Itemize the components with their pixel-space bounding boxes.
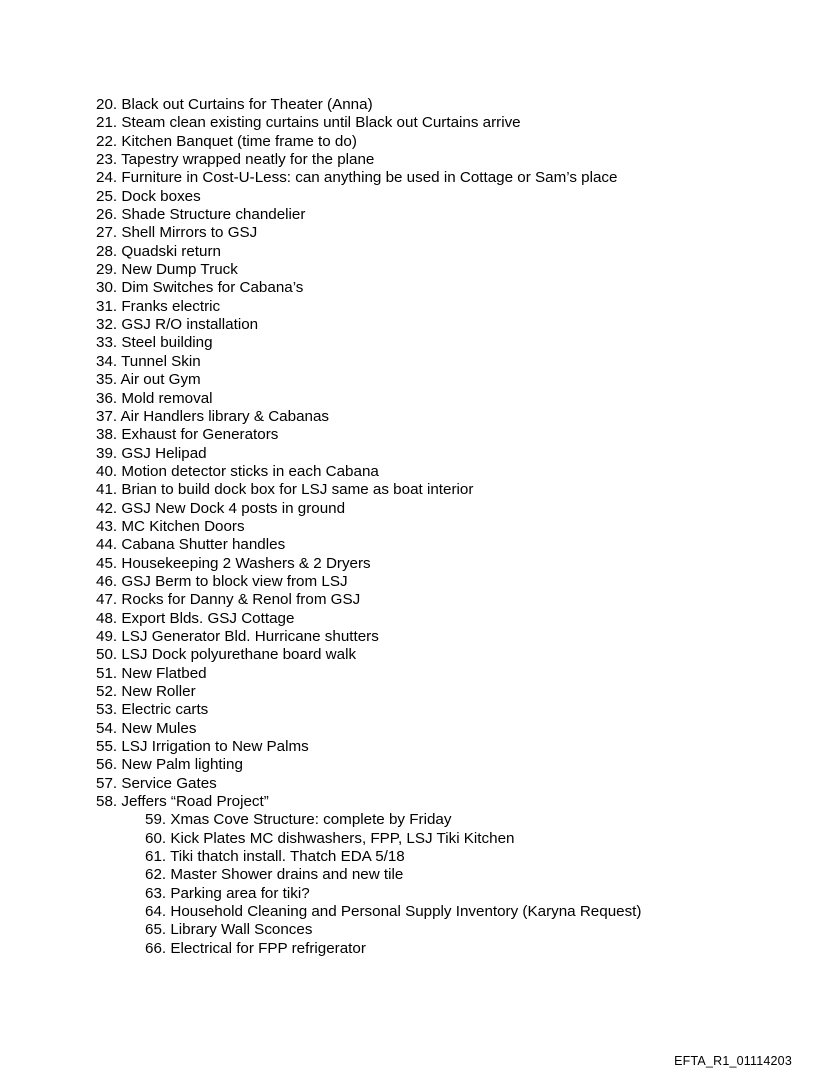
task-number: 35. (96, 371, 118, 389)
task-number: 33. (96, 334, 118, 352)
task-item (96, 683, 796, 701)
task-item (96, 830, 796, 848)
task-number: 38. (96, 426, 118, 444)
task-number: 22. (96, 132, 118, 150)
task-text: Tiki thatch install. Thatch EDA 5/18 (170, 848, 405, 866)
task-item (96, 591, 796, 609)
task-item (96, 940, 796, 958)
task-item (96, 555, 796, 573)
task-item (96, 481, 796, 499)
task-text: Tapestry wrapped neatly for the plane (121, 151, 375, 169)
task-item (96, 316, 796, 334)
task-text: Xmas Cove Structure: complete by Friday (170, 811, 452, 829)
task-item (96, 408, 796, 426)
task-text: New Flatbed (121, 664, 207, 682)
task-text: New Mules (121, 719, 197, 737)
task-text: Tunnel Skin (121, 352, 201, 370)
task-text: MC Kitchen Doors (121, 517, 245, 535)
task-number: 44. (96, 536, 118, 554)
task-text: Brian to build dock box for LSJ same as boat interior (121, 481, 474, 499)
task-item (96, 463, 796, 481)
task-item (96, 756, 796, 774)
task-item (96, 114, 796, 132)
task-text: Household Cleaning and Personal Supply Inventory (Karyna Request) (170, 903, 642, 921)
task-number: 60. (145, 829, 167, 847)
task-item (96, 738, 796, 756)
task-number: 34. (96, 352, 118, 370)
task-item (96, 426, 796, 444)
task-item (96, 188, 796, 206)
task-text: Library Wall Sconces (170, 921, 313, 939)
task-text: Furniture in Cost-U-Less: can anything be used in Cottage or Sam’s place (121, 169, 618, 187)
task-number: 40. (96, 462, 118, 480)
task-item (96, 500, 796, 518)
task-text: Jeffers “Road Project” (121, 793, 269, 811)
task-number: 64. (145, 903, 167, 921)
task-number: 24. (96, 169, 118, 187)
task-text: Dock boxes (121, 187, 201, 205)
document-id: EFTA_R1_01114203 (674, 1054, 792, 1068)
task-item (96, 206, 796, 224)
task-number: 32. (96, 316, 118, 334)
task-number: 52. (96, 683, 118, 700)
task-item (96, 701, 796, 719)
task-number: 43. (96, 517, 118, 535)
task-item (96, 224, 796, 242)
task-item (96, 610, 796, 628)
task-number: 26. (96, 206, 118, 224)
task-item (96, 133, 796, 151)
task-number: 41. (96, 481, 118, 499)
task-number: 45. (96, 554, 118, 572)
task-item (96, 628, 796, 646)
task-item (96, 665, 796, 683)
task-text: GSJ New Dock 4 posts in ground (121, 499, 346, 517)
task-text: LSJ Generator Bld. Hurricane shutters (121, 627, 379, 645)
task-number: 36. (96, 389, 118, 407)
task-item (96, 445, 796, 463)
task-text: LSJ Irrigation to New Palms (121, 738, 309, 756)
task-number: 61. (145, 848, 167, 866)
task-number: 57. (96, 774, 118, 792)
task-text: Quadski return (121, 242, 221, 260)
task-number: 63. (145, 884, 167, 902)
task-number: 62. (145, 866, 167, 884)
task-number: 46. (96, 572, 118, 590)
task-item (96, 390, 796, 408)
task-item (96, 96, 796, 114)
task-number: 28. (96, 242, 118, 260)
task-text: Export Blds. GSJ Cottage (121, 609, 295, 627)
task-number: 30. (96, 279, 118, 297)
task-list (96, 96, 796, 958)
task-text: GSJ R/O installation (121, 316, 259, 334)
task-item (96, 371, 796, 389)
task-number: 21. (96, 114, 118, 132)
task-item (96, 334, 796, 352)
task-number: 25. (96, 187, 118, 205)
task-text: New Dump Truck (121, 261, 238, 279)
task-number: 31. (96, 297, 118, 315)
task-text: GSJ Helipad (121, 444, 207, 462)
task-text: New Palm lighting (121, 756, 243, 774)
task-text: Service Gates (121, 774, 217, 792)
task-item (96, 848, 796, 866)
task-text: Mold removal (121, 389, 213, 407)
task-text: Kick Plates MC dishwashers, FPP, LSJ Tiki Kitchen (170, 829, 515, 847)
task-text: Shade Structure chandelier (121, 206, 306, 224)
task-number: 59. (145, 811, 167, 829)
task-item (96, 866, 796, 884)
task-text: Parking area for tiki? (170, 884, 310, 902)
task-item (96, 903, 796, 921)
task-number: 23. (96, 151, 118, 169)
task-number: 47. (96, 591, 118, 609)
task-item (96, 885, 796, 903)
task-text: Rocks for Danny & Renol from GSJ (121, 591, 361, 609)
task-item (96, 793, 796, 811)
task-item (96, 646, 796, 664)
task-item (96, 518, 796, 536)
task-item (96, 720, 796, 738)
task-item (96, 811, 796, 829)
task-item (96, 353, 796, 371)
task-number: 27. (96, 224, 118, 242)
task-text: Exhaust for Generators (121, 426, 279, 444)
task-text: GSJ Berm to block view from LSJ (121, 572, 348, 590)
task-number: 50. (96, 646, 118, 664)
task-text: Shell Mirrors to GSJ (121, 224, 258, 242)
task-item (96, 298, 796, 316)
task-item (96, 169, 796, 187)
task-text: Steel building (121, 334, 213, 352)
task-number: 39. (96, 444, 118, 462)
task-number: 51. (96, 664, 118, 682)
task-text: Electrical for FPP refrigerator (170, 939, 366, 957)
task-number: 55. (96, 738, 118, 756)
task-item (96, 573, 796, 591)
task-text: Black out Curtains for Theater (Anna) (121, 96, 373, 113)
task-text: Master Shower drains and new tile (170, 866, 404, 884)
task-text: Dim Switches for Cabana’s (121, 279, 304, 297)
task-item (96, 243, 796, 261)
task-item (96, 536, 796, 554)
task-text: Motion detector sticks in each Cabana (121, 462, 379, 480)
task-number: 56. (96, 756, 118, 774)
task-item (96, 775, 796, 793)
task-text: Kitchen Banquet (time frame to do) (121, 132, 357, 150)
task-number: 66. (145, 939, 167, 957)
task-text: Cabana Shutter handles (121, 536, 286, 554)
task-number: 42. (96, 499, 118, 517)
task-text: Steam clean existing curtains until Black out Curtains arrive (121, 114, 521, 132)
task-text: Franks electric (121, 297, 221, 315)
task-number: 49. (96, 627, 118, 645)
task-text: Air Handlers library & Cabanas (120, 407, 330, 425)
task-number: 58. (96, 793, 118, 811)
task-item (96, 151, 796, 169)
task-number: 48. (96, 609, 118, 627)
task-item (96, 279, 796, 297)
task-number: 37. (96, 407, 118, 425)
task-text: New Roller (121, 683, 196, 700)
task-text: Housekeeping 2 Washers & 2 Dryers (121, 554, 371, 572)
task-text: LSJ Dock polyurethane board walk (121, 646, 357, 664)
task-text: Air out Gym (120, 371, 201, 389)
task-item (96, 261, 796, 279)
task-number: 65. (145, 921, 167, 939)
task-text: Electric carts (121, 701, 209, 719)
task-number: 54. (96, 719, 118, 737)
task-number: 20. (96, 96, 118, 113)
task-number: 53. (96, 701, 118, 719)
task-number: 29. (96, 261, 118, 279)
task-item (96, 921, 796, 939)
